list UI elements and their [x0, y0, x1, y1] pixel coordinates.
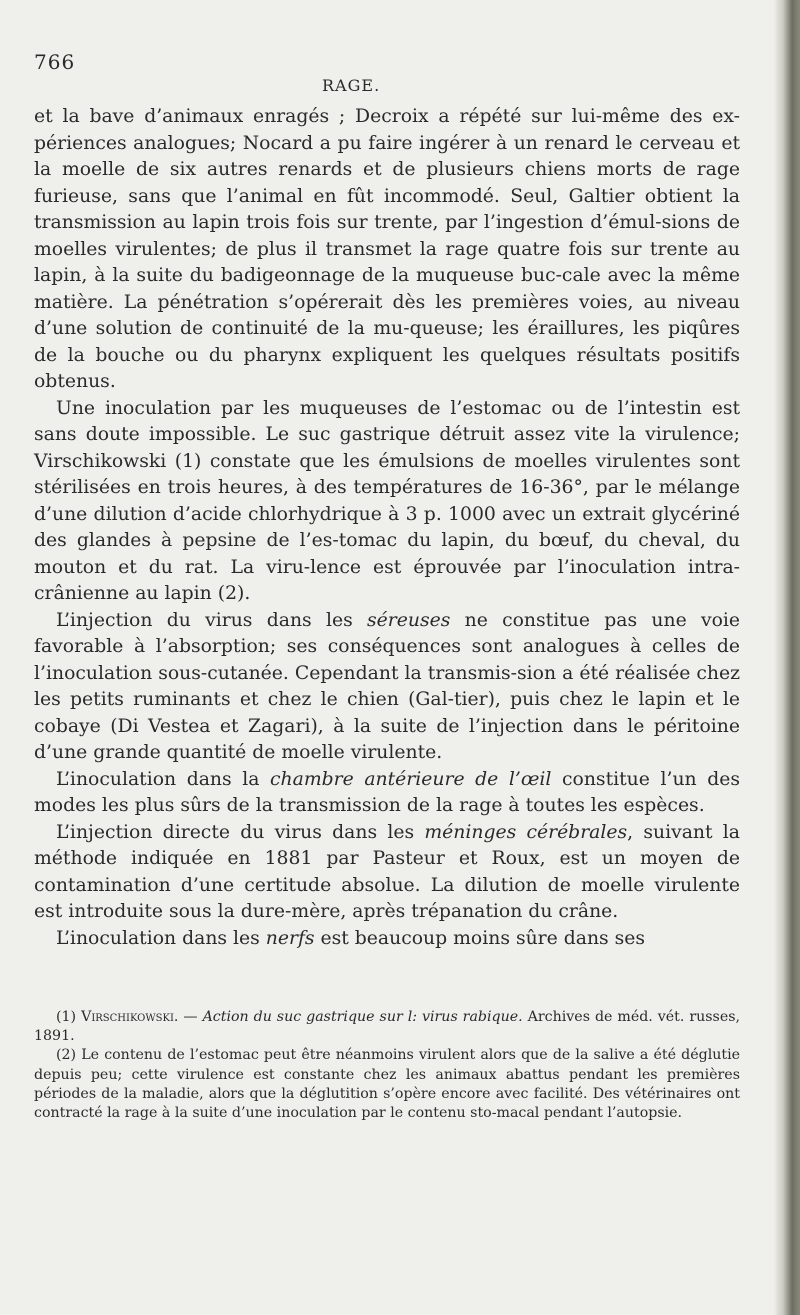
paragraph-text: L’injection directe du virus dans les: [56, 821, 425, 843]
footnote-text: Le contenu de l’estomac peut être néanmoins virulent alors que de la salive a été déglutie depuis peu; cette virulence est constante chez les animaux abattus pendant les premières périodes de la maladie, alors que la déglutition s’opère encore avec facilité. Des vétérinaires ont contracté la rage à la suite d’une inoculation par le contenu sto-macal pendant l’autopsie.: [34, 1047, 740, 1122]
running-title: RAGE.: [322, 76, 381, 95]
footnote-2: [34, 1046, 740, 1123]
italic-term: chambre antérieure de l’œil: [270, 768, 552, 790]
paragraph-text: ne constitue pas une voie favorable à l’absorption; ses conséquences sont analogues à celles de l’inoculation sous-cutanée. Cependant la transmis-sion a été réalisée chez les petits ruminants et chez le chien (Gal-tier), puis chez le lapin et le cobaye (Di Vestea et Zagari), à la suite de l’injection dans le péritoine d’une grande quantité de moelle virulente.: [34, 609, 741, 763]
paragraph-text: constitue l’un des modes les plus sûrs de la transmission de la rage à toutes les espèces.: [34, 768, 740, 816]
footnote-1: [34, 1008, 740, 1046]
paragraph-5: [34, 820, 740, 926]
italic-term: séreuses: [367, 609, 451, 631]
body-text: [34, 104, 740, 952]
footnote-source: Archives de méd. vét. russes, 1891.: [34, 1009, 741, 1045]
italic-term: méninges cérébrales: [424, 821, 628, 843]
paragraph-3: [34, 608, 740, 767]
paragraph-text: , suivant la méthode indiquée en 1881 par Pasteur et Roux, est un moyen de contamination d’une certitude absolue. La dilution de moelle virulente est introduite sous la dure-mère, après trépanation du crâne.: [34, 821, 740, 922]
footnotes: [34, 1008, 740, 1123]
paragraph-6: [34, 926, 740, 953]
footnote-author: Virschikowski.: [81, 1009, 179, 1025]
footnote-marker: (1): [56, 1009, 77, 1025]
paragraph-text: et la bave d’animaux enragés ; Decroix a répété sur lui-même des ex-périences analogues; Nocard a pu faire ingérer à un renard le cerveau et la moelle de six autres renards et de plusieurs chiens morts de rage furieuse, sans que l’animal en fût incommodé. Seul, Galtier obtient la transmission au lapin trois fois sur trente, par l’ingestion d’émul-sions de moelles virulentes; de plus il transmet la rage quatre fois sur trente au lapin, à la suite du badigeonnage de la muqueuse buc-cale avec la même matière. La pénétration s’opérerait dès les premières voies, au niveau d’une solution de continuité de la mu-queuse; les éraillures, les piqûres de la bouche ou du pharynx expliquent les quelques résultats positifs obtenus.: [34, 106, 740, 392]
paragraph-2: [34, 396, 740, 608]
footnote-marker: (2): [56, 1047, 77, 1064]
paragraph-1: [34, 104, 740, 396]
italic-term: nerfs: [265, 927, 315, 949]
paragraph-text: L’inoculation dans les: [56, 927, 266, 949]
page-number: 766: [34, 50, 76, 74]
footnote-title: Action du suc gastrique sur l: virus rabique.: [202, 1009, 523, 1025]
paragraph-text: Une inoculation par les muqueuses de l’estomac ou de l’intestin est sans doute impossible. Le suc gastrique détruit assez vite la virulence; Virschikowski (1) constate que les émulsions de moelles virulentes sont stérilisées en trois heures, à des températures de 16-36°, par le mélange d’une dilution d’acide chlorhydrique à 3 p. 1000 avec un extrait glycériné des glandes à pepsine de l’es-tomac du lapin, du bœuf, du cheval, du mouton et du rat. La viru-lence est éprouvée par l’inoculation intra-crânienne au lapin (2).: [34, 397, 740, 604]
paragraph-text: est beaucoup moins sûre dans ses: [314, 927, 646, 949]
footnote-dash: —: [183, 1009, 198, 1025]
book-spine-shadow: [774, 0, 800, 1315]
paragraph-text: L’inoculation dans la: [56, 768, 271, 790]
paragraph-text: L’injection du virus dans les: [56, 609, 367, 631]
paragraph-4: [34, 767, 740, 820]
